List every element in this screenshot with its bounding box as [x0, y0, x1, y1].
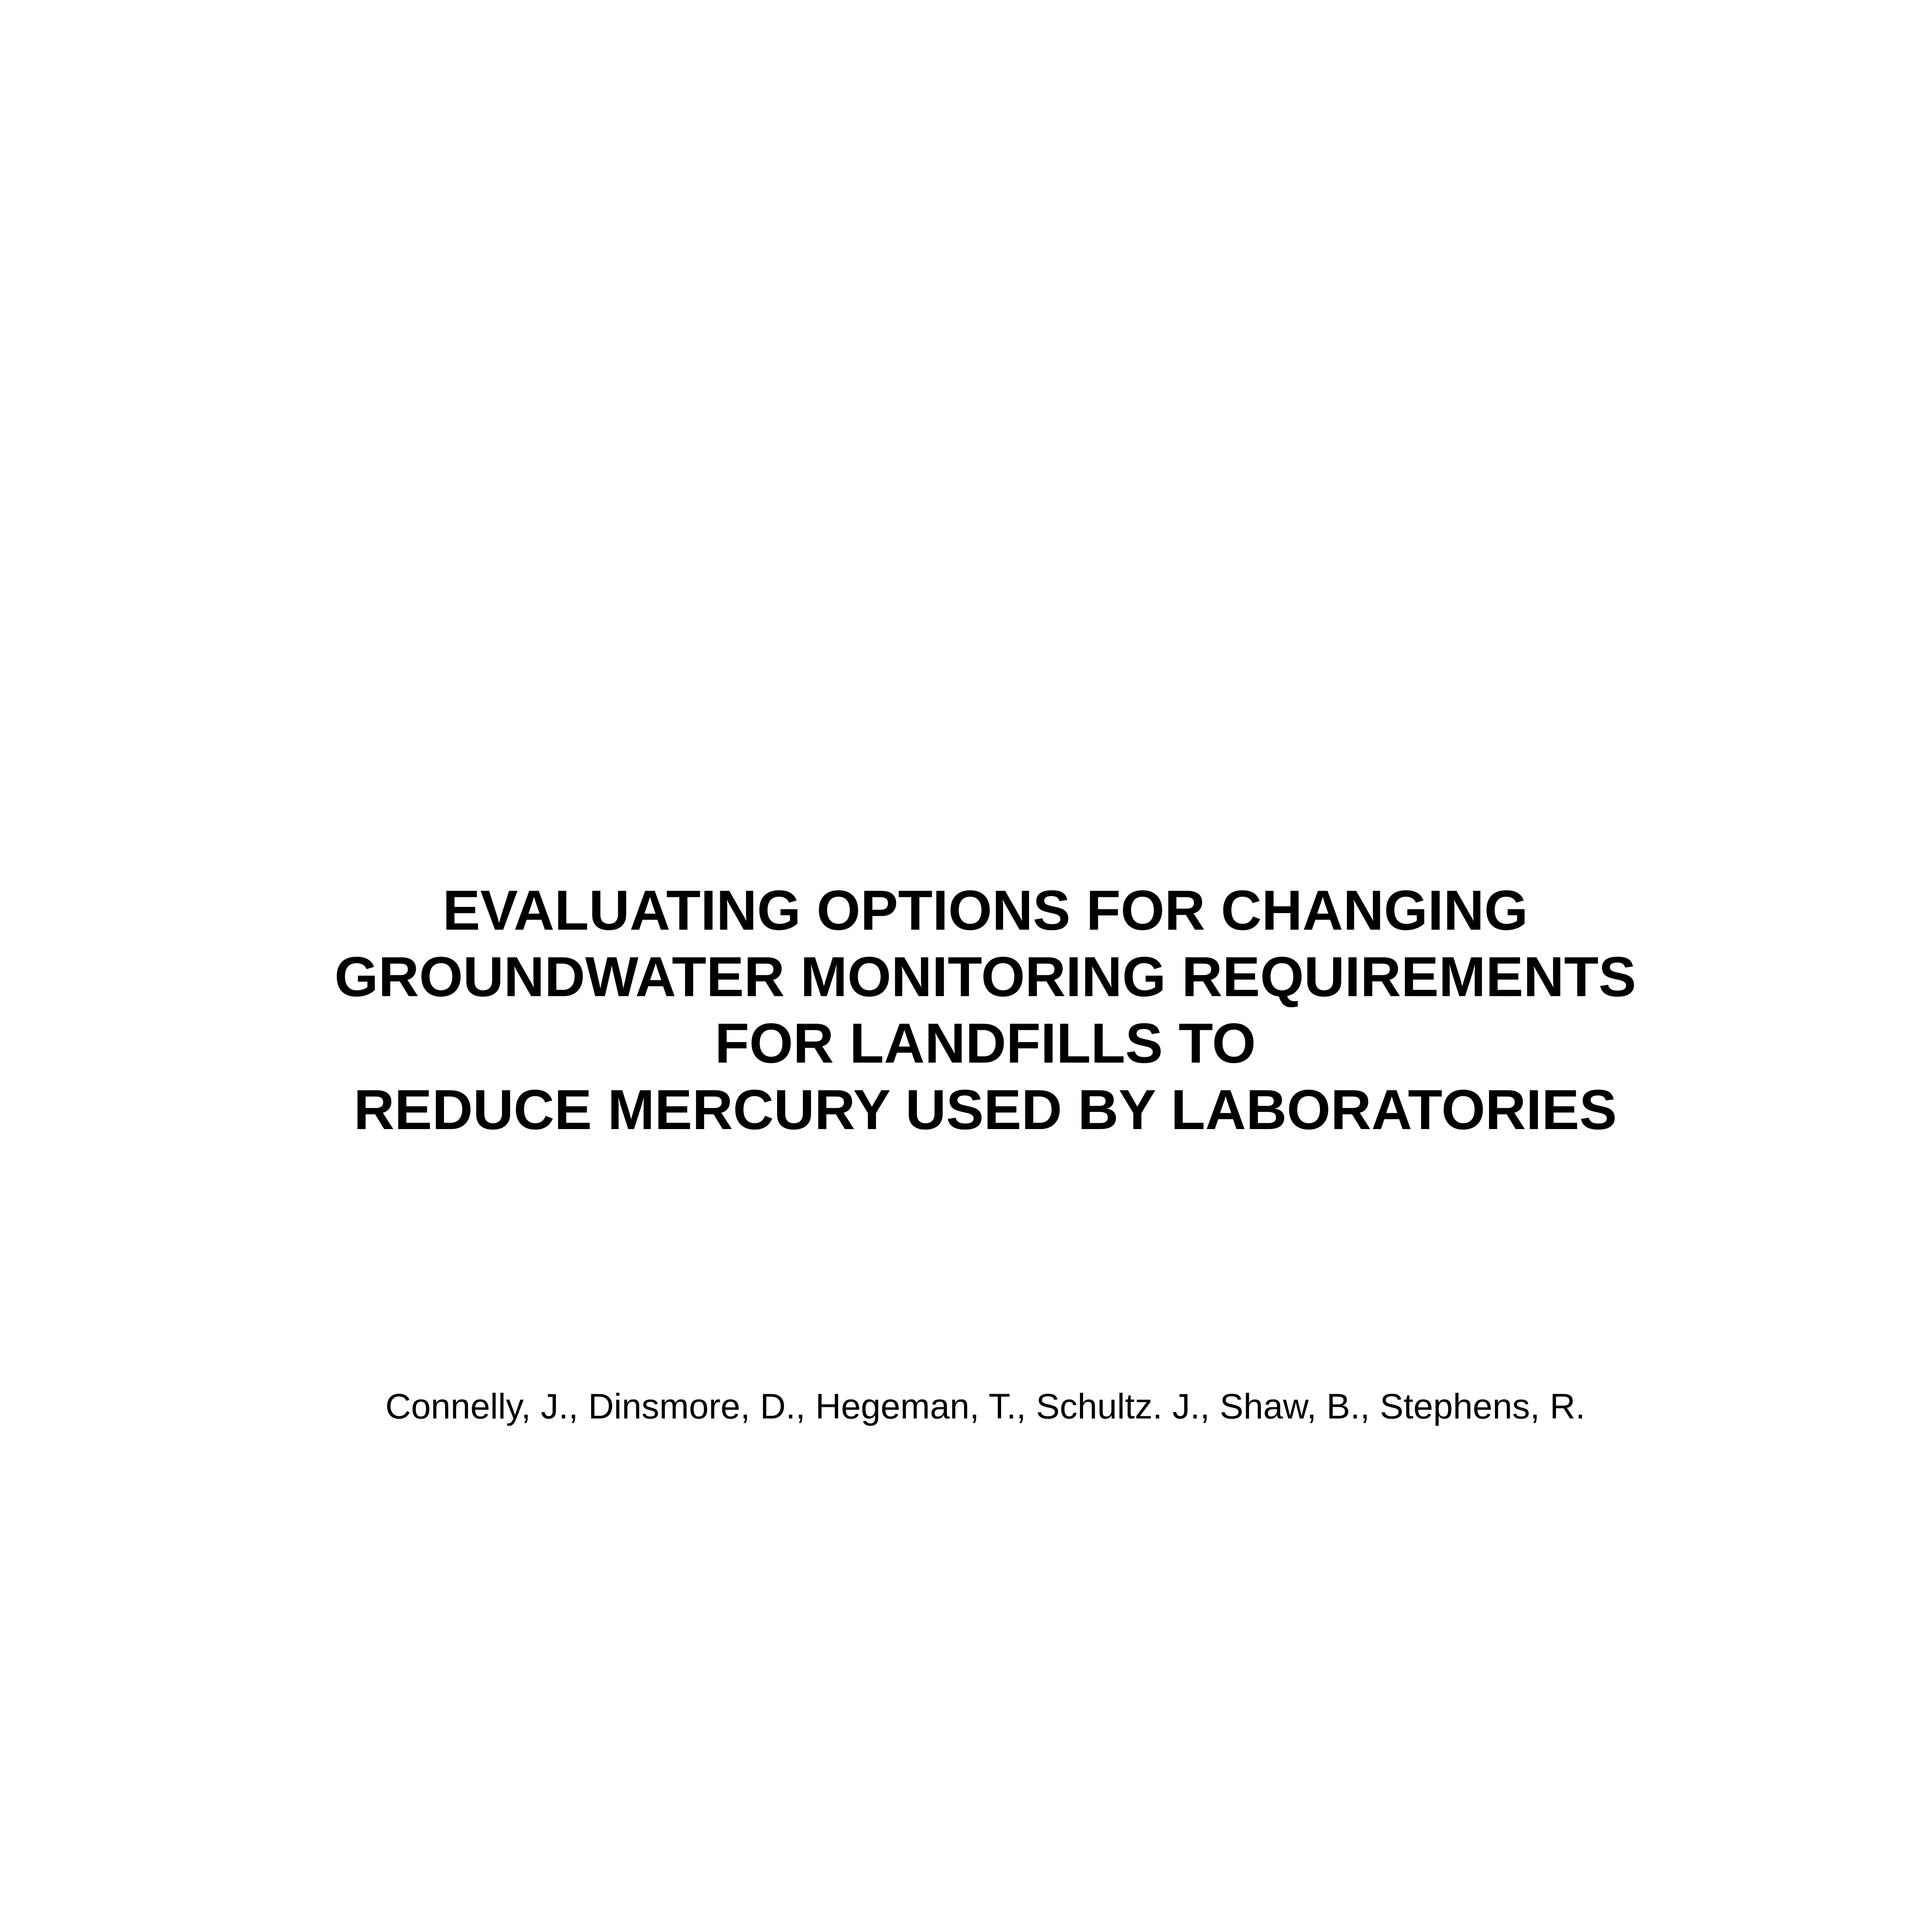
title-line: FOR LANDFILLS TO	[714, 1012, 1256, 1075]
document-title	[0, 877, 1932, 1143]
title-line: REDUCE MERCURY USED BY LABORATORIES	[354, 1078, 1617, 1141]
title-line: GROUNDWATER MONITORING REQUIREMENTS	[334, 945, 1636, 1008]
title-line: EVALUATING OPTIONS FOR CHANGING	[442, 879, 1528, 942]
author-list: Connelly, J., Dinsmore, D., Hegeman, T., Schultz. J., Shaw, B., Stephens, R.	[385, 1387, 1585, 1426]
